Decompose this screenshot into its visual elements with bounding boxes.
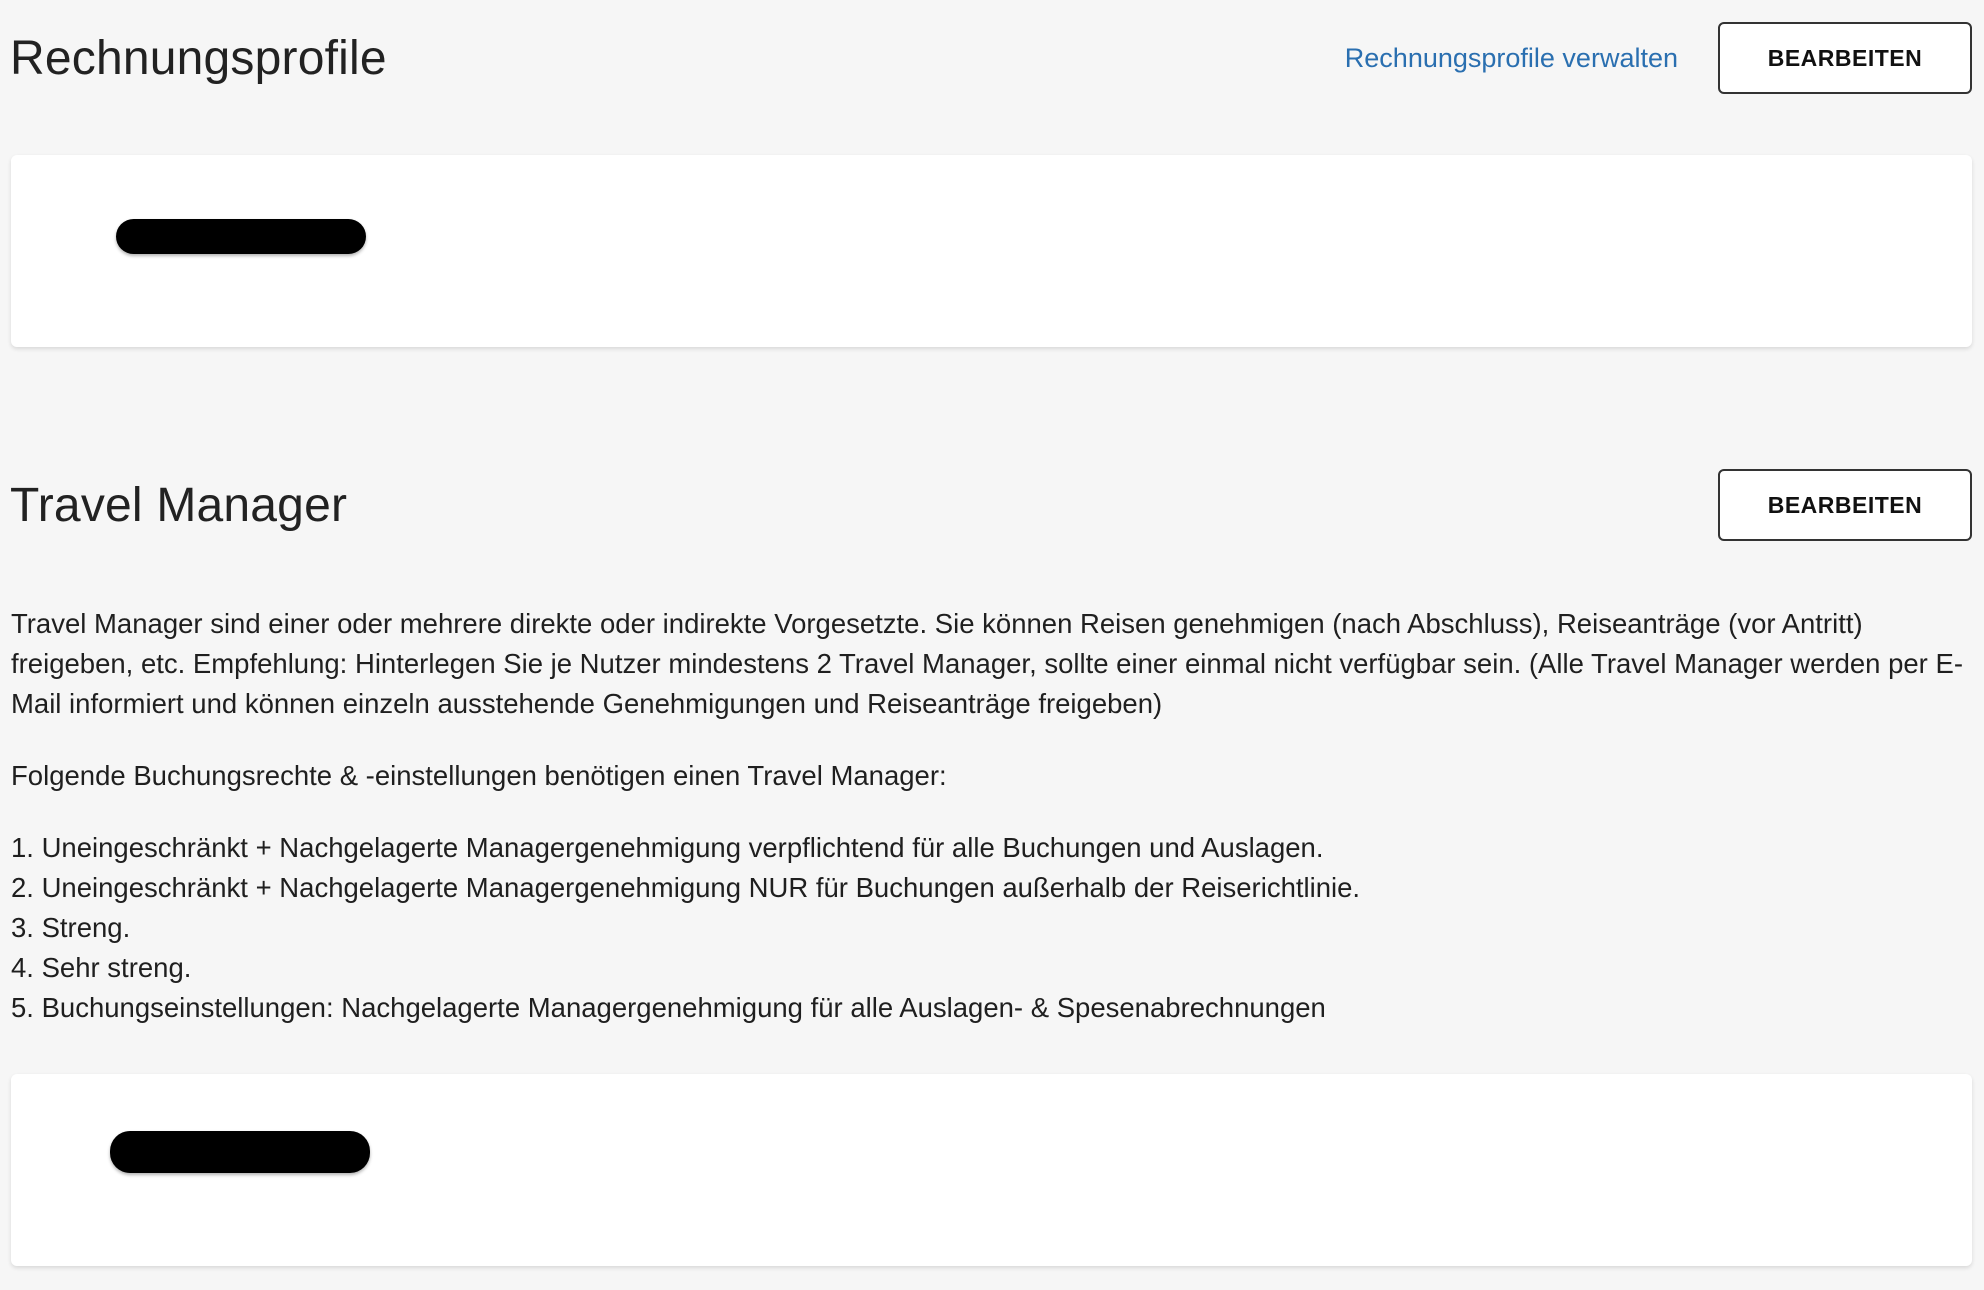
travel-manager-edit-button[interactable]: BEARBEITEN <box>1718 469 1972 541</box>
rules-list <box>11 828 1970 1028</box>
rule-item: 1. Uneingeschränkt + Nachgelagerte Managergenehmigung verpflichtend für alle Buchungen und Auslagen. <box>11 832 1324 863</box>
travel-manager-description: Travel Manager sind einer oder mehrere direkte oder indirekte Vorgesetzte. Sie können Reisen genehmigen (nach Abschluss), Reiseanträge (vor Antritt) freigeben, etc. Empfehlung: Hinterlegen Sie je Nutzer mindestens 2 Travel Manager, sollte einer einmal nicht verfügbar sein. (Alle Travel Manager werden per E-Mail informiert und können einzeln ausstehende Genehmigungen und Reiseanträge freigeben) <box>11 608 1963 719</box>
redacted-billing-profile <box>116 219 366 254</box>
rule-item: 2. Uneingeschränkt + Nachgelagerte Managergenehmigung NUR für Buchungen außerhalb der Reiserichtlinie. <box>11 872 1361 903</box>
billing-profiles-edit-button[interactable]: BEARBEITEN <box>1718 22 1972 94</box>
rule-item: 3. Streng. <box>11 912 131 943</box>
travel-manager-actions <box>1718 469 1972 541</box>
rules-intro: Folgende Buchungsrechte & -einstellungen benötigen einen Travel Manager: <box>11 760 947 791</box>
billing-profiles-card <box>11 155 1972 347</box>
travel-manager-header <box>10 469 1972 541</box>
redacted-travel-manager <box>110 1131 370 1173</box>
travel-manager-title: Travel Manager <box>10 478 348 532</box>
rule-item: 4. Sehr streng. <box>11 952 192 983</box>
manage-billing-profiles-link[interactable]: Rechnungsprofile verwalten <box>1344 42 1678 73</box>
travel-manager-card <box>11 1074 1972 1266</box>
billing-profiles-actions <box>1345 22 1972 94</box>
rule-item: 5. Buchungseinstellungen: Nachgelagerte Managergenehmigung für alle Auslagen- & Spesenabrechnungen <box>11 992 1326 1023</box>
billing-profiles-header <box>10 22 1972 94</box>
billing-profiles-title: Rechnungsprofile <box>10 31 387 85</box>
